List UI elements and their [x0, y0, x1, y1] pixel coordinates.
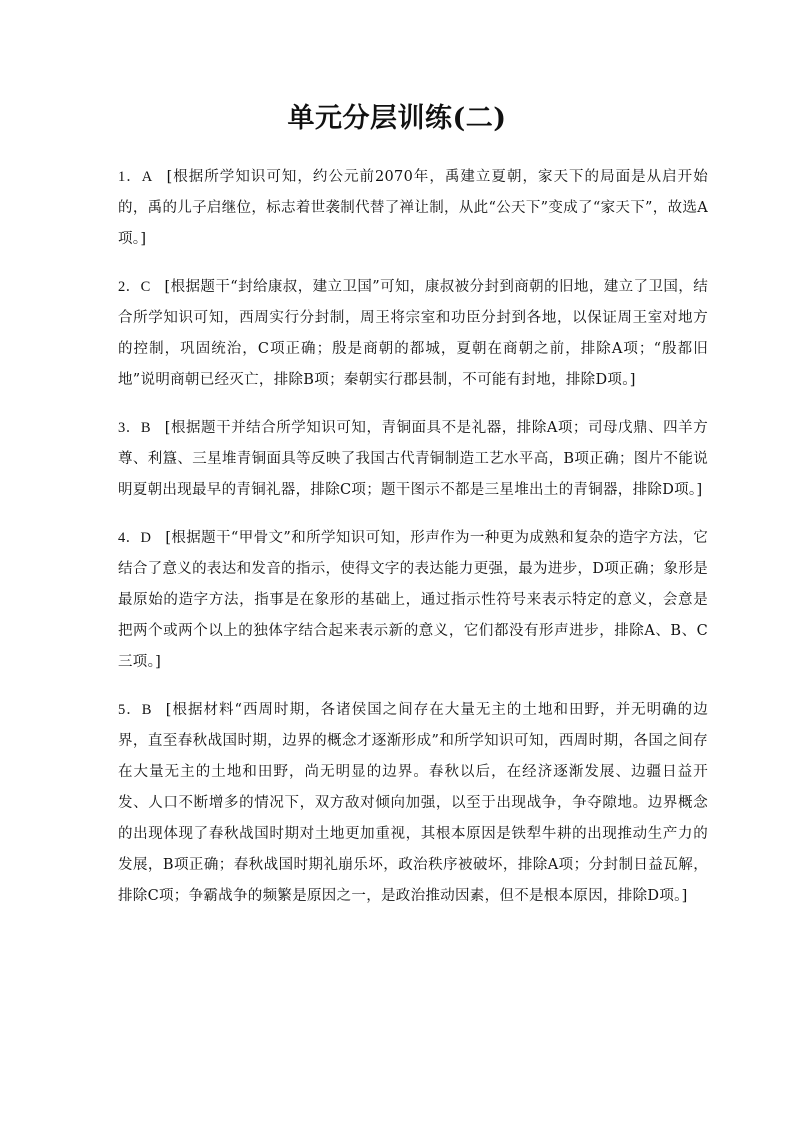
- answer-item-2: [118, 272, 708, 396]
- answer-label: 1．A: [118, 169, 153, 185]
- page-title: 单元分层训练(二): [287, 103, 507, 134]
- answer-list: [118, 162, 708, 929]
- answer-item-4: [118, 523, 708, 678]
- answer-label: 2．C: [118, 279, 151, 295]
- answer-label: 5．B: [118, 702, 152, 718]
- answer-item-3: [118, 413, 708, 506]
- answer-item-5: [118, 695, 708, 912]
- answer-text: [根据材料“西周时期，各诸侯国之间存在大量无主的土地和田野，并无明确的边界，直至春秋战国时期，边界的概念才逐渐形成”和所学知识可知，西周时期，各国之间存在大量无主的土地和田野，尚无明显的边界。春秋以后，在经济逐渐发展、边疆日益开发、人口不断增多的情况下，双方敌对倾向加强，以至于出现战争，争夺隙地。边界概念的出现体现了春秋战国时期对土地更加重视，其根本原因是铁犁牛耕的出现推动生产力的发展，B项正确；春秋战国时期礼崩乐坏，政治秩序被破坏，排除A项；分封制日益瓦解，排除C项；争霸战争的频繁是原因之一，是政治推动因素，但不是根本原因，排除D项。]: [118, 702, 708, 904]
- answer-text: [根据题干“封给康叔，建立卫国”可知，康叔被分封到商朝的旧地，建立了卫国，结合所学知识可知，西周实行分封制，周王将宗室和功臣分封到各地，以保证周王室对地方的控制，巩固统治，C项正确；殷是商朝的都城，夏朝在商朝之前，排除A项；“殷都旧地”说明商朝已经灭亡，排除B项；秦朝实行郡县制，不可能有封地，排除D项。]: [118, 279, 708, 388]
- answer-text: [根据题干“甲骨文”和所学知识可知，形声作为一种更为成熟和复杂的造字方法，它结合了意义的表达和发音的指示，使得文字的表达能力更强，最为进步，D项正确；象形是最原始的造字方法，指事是在象形的基础上，通过指示性符号来表示特定的意义，会意是把两个或两个以上的独体字结合起来表示新的意义，它们都没有形声进步，排除A、B、C三项。]: [118, 530, 708, 670]
- answer-text: [根据题干并结合所学知识可知，青铜面具不是礼器，排除A项；司母戊鼎、四羊方尊、利簋、三星堆青铜面具等反映了我国古代青铜制造工艺水平高，B项正确；图片不能说明夏朝出现最早的青铜礼器，排除C项；题干图示不都是三星堆出土的青铜器，排除D项。]: [118, 420, 708, 498]
- answer-label: 4．D: [118, 530, 152, 546]
- answer-label: 3．B: [118, 420, 151, 436]
- answer-text: [根据所学知识可知，约公元前2070年，禹建立夏朝，家天下的局面是从启开始的，禹的儿子启继位，标志着世袭制代替了禅让制，从此“公天下”变成了“家天下”，故选A项。]: [118, 169, 708, 247]
- answer-item-1: [118, 162, 708, 255]
